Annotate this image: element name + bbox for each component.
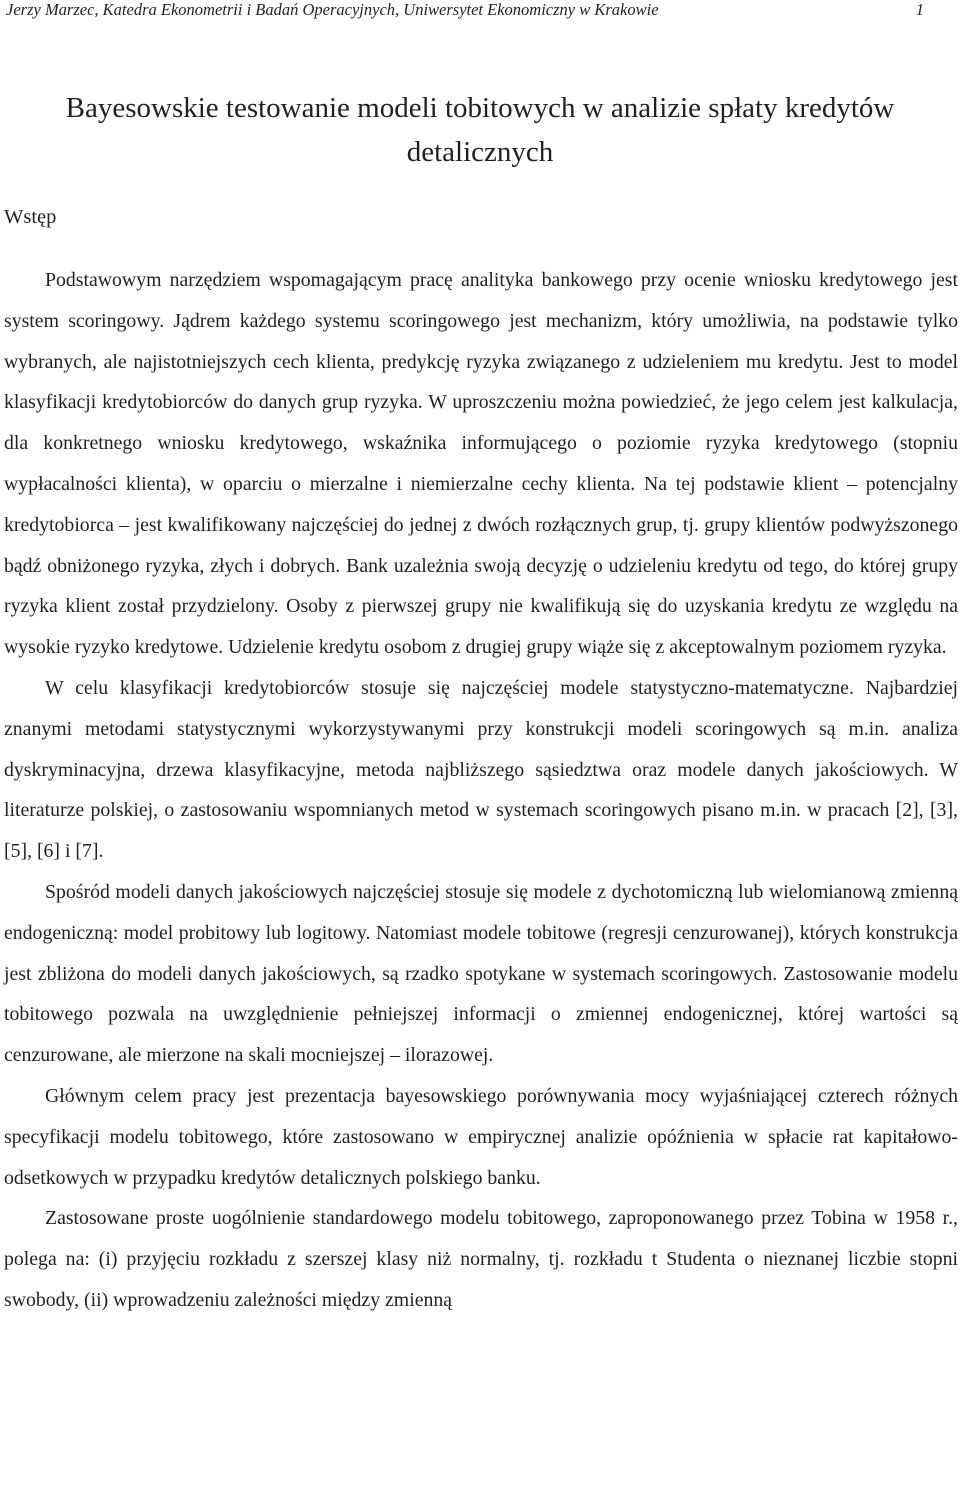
paper-title [0,86,960,174]
paragraph-3: Spośród modeli danych jakościowych najczęściej stosuje się modele z dychotomiczną lub wielomianową zmienną endogeniczną: model probitowy lub logitowy. Natomiast modele tobitowe (regresji cenzurowanej), których konstrukcja jest zbliżona do modeli danych jakościowych, są rzadko spotykane w systemach scoringowych. Zastosowanie modelu tobitowego pozwala na uwzględnienie pełniejszej informacji o zmiennej endogenicznej, której wartości są cenzurowane, ale mierzone na skali mocniejszej – ilorazowej. [4,880,958,1067]
header-author-affiliation: Jerzy Marzec, Katedra Ekonometrii i Badań Operacyjnych, Uniwersytet Ekonomiczny w Krakowie [6,0,659,19]
paper-title-line-2: detalicznych [406,136,554,168]
section-heading: Wstęp [4,206,57,228]
running-header [6,0,924,20]
paragraph-5: Zastosowane proste uogólnienie standardowego modelu tobitowego, zaproponowanego przez Tobina w 1958 r., polega na: (i) przyjęciu rozkładu z szerszej klasy niż normalny, tj. rozkładu t Studenta o nieznanej liczbie stopni swobody, (ii) wprowadzeniu zależności między zmienną [4,1207,958,1311]
paper-title-line-1: Bayesowskie testowanie modeli tobitowych w analizie spłaty kredytów [65,92,895,124]
body-text [4,260,958,1321]
page-number: 1 [915,0,924,19]
paragraph-4: Głównym celem pracy jest prezentacja bayesowskiego porównywania mocy wyjaśniającej czterech różnych specyfikacji modelu tobitowego, które zastosowano w empirycznej analizie opóźnienia w spłacie rat kapitałowo-odsetkowych w przypadku kredytów detalicznych polskiego banku. [4,1084,958,1189]
paragraph-2: W celu klasyfikacji kredytobiorców stosuje się najczęściej modele statystyczno-matematyczne. Najbardziej znanymi metodami statystycznymi wykorzystywanymi przy konstrukcji modeli scoringowych są m.in. analiza dyskryminacyjna, drzewa klasyfikacyjne, metoda najbliższego sąsiedztwa oraz modele danych jakościowych. W literaturze polskiej, o zastosowaniu wspomnianych metod w systemach scoringowych pisano m.in. w pracach [2], [3], [5], [6] i [7]. [4,676,958,863]
paragraph-1: Podstawowym narzędziem wspomagającym pracę analityka bankowego przy ocenie wniosku kredytowego jest system scoringowy. Jądrem każdego systemu scoringowego jest mechanizm, który umożliwia, na podstawie tylko wybranych, ale najistotniejszych cech klienta, predykcję ryzyka związanego z udzieleniem mu kredytu. Jest to model klasyfikacji kredytobiorców do danych grup ryzyka. W uproszczeniu można powiedzieć, że jego celem jest kalkulacja, dla konkretnego wniosku kredytowego, wskaźnika informującego o poziomie ryzyka kredytowego (stopniu wypłacalności klienta), w oparciu o mierzalne i niemierzalne cechy klienta. Na tej podstawie klient – potencjalny kredytobiorca – jest kwalifikowany najczęściej do jednej z dwóch rozłącznych grup, tj. grupy klientów podwyższonego bądź obniżonego ryzyka, złych i dobrych. Bank uzależnia swoją decyzję o udzieleniu kredytu od tego, do której grupy ryzyka klient został przydzielony. Osoby z pierwszej grupy nie kwalifikują się do uzyskania kredytu ze względu na wysokie ryzyko kredytowe. Udzielenie kredytu osobom z drugiej grupy wiąże się z akceptowalnym poziomem ryzyka. [4,269,958,659]
